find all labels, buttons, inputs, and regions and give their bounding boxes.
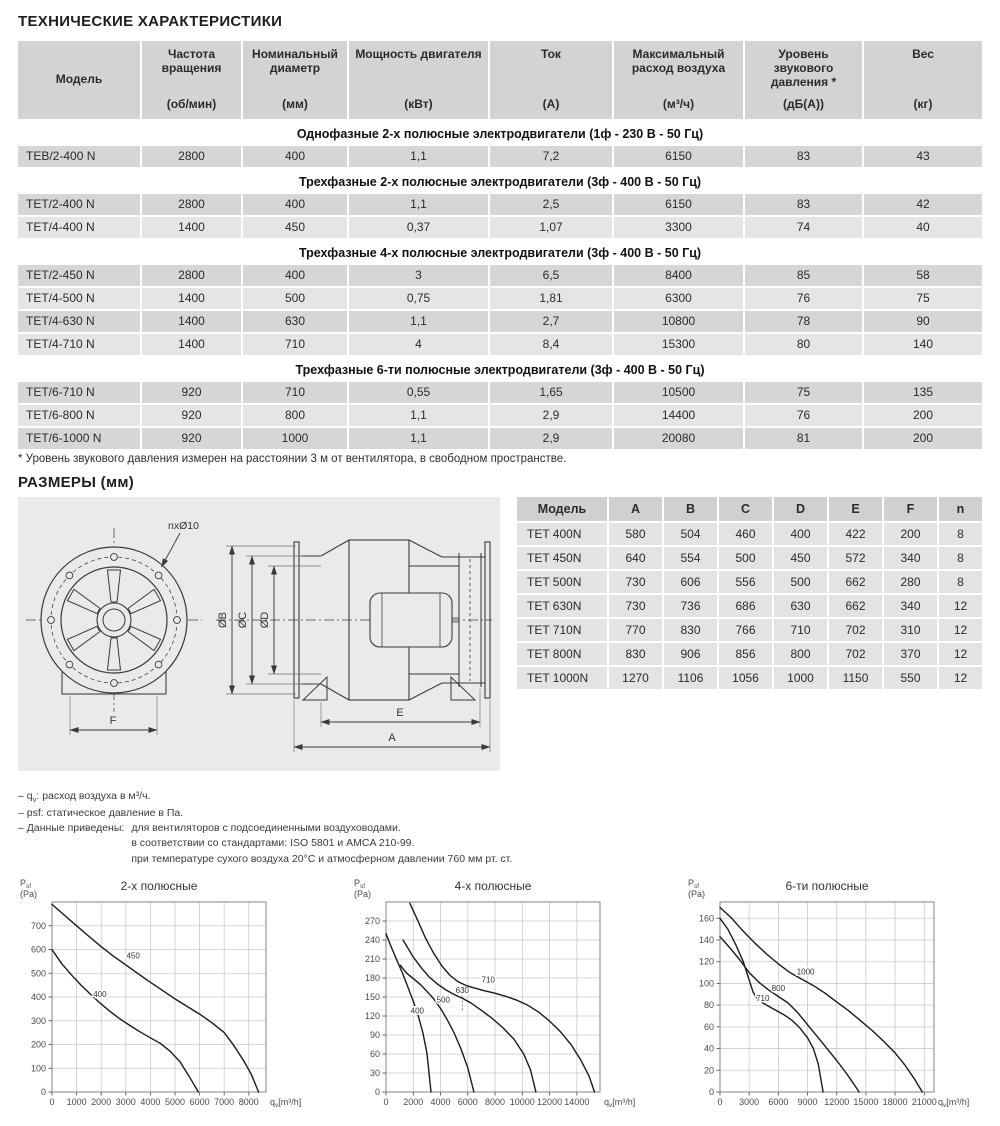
spec-value-cell: 1,07 — [490, 217, 612, 238]
svg-text:Psf: $P_{sf}$ — [354, 877, 366, 890]
dim-value-cell: 686 — [719, 595, 772, 617]
page-title: ТЕХНИЧЕСКИЕ ХАРАКТЕРИСТИКИ — [18, 13, 283, 30]
svg-text:8000: 8000 — [485, 1096, 506, 1107]
spec-value-cell: 2,7 — [490, 311, 612, 332]
curve-label-1000: 1000 — [796, 967, 815, 977]
dim-value-cell: 856 — [719, 643, 772, 665]
chart-title: 6-ти полюсные — [785, 878, 869, 893]
spec-value-cell: 4 — [349, 334, 488, 355]
performance-chart-1 — [10, 875, 322, 1126]
spec-value-cell: 200 — [864, 428, 982, 449]
spec-col-unit: (кВт) — [404, 97, 433, 112]
dim-value-cell: 830 — [664, 619, 717, 641]
spec-value-cell: 6300 — [614, 288, 743, 309]
spec-value-cell: 1,1 — [349, 428, 488, 449]
curve-label-500: 500 — [436, 995, 450, 1005]
spec-value-cell: 7,2 — [490, 146, 612, 167]
spec-value-cell: 0,37 — [349, 217, 488, 238]
svg-text:0: 0 — [708, 1086, 714, 1097]
spec-value-cell: 10500 — [614, 382, 743, 403]
dim-value-cell: 730 — [609, 571, 662, 593]
spec-value-cell: 42 — [864, 194, 982, 215]
note-continuation-line: при температуре сухого воздуха 20°C и атмосферном давлении 760 мм рт. ст. — [131, 852, 513, 865]
svg-text:100: 100 — [30, 1063, 46, 1074]
svg-text:(Pa): (Pa) — [20, 888, 38, 899]
spec-value-cell: 710 — [243, 334, 347, 355]
chart-title: 2-х полюсные — [120, 878, 198, 893]
spec-col-header — [614, 41, 743, 119]
svg-text:0: 0 — [374, 1086, 380, 1097]
dim-value-cell: 200 — [884, 523, 937, 545]
dim-value-cell: 572 — [829, 547, 882, 569]
dim-value-cell: 554 — [664, 547, 717, 569]
dim-value-cell: 310 — [884, 619, 937, 641]
dim-value-cell: 550 — [884, 667, 937, 689]
spec-value-cell: 1,81 — [490, 288, 612, 309]
bolt-holes-label: nxØ10 — [168, 520, 199, 532]
spec-value-cell: 58 — [864, 265, 982, 286]
svg-text:Psf: $P_{sf}$ — [688, 877, 700, 890]
svg-text:30: 30 — [369, 1067, 380, 1078]
chart-title: 4-х полюсные — [454, 878, 532, 893]
spec-value-cell: 1,1 — [349, 405, 488, 426]
spec-col-name: Вес — [912, 47, 934, 61]
spec-value-cell: 400 — [243, 194, 347, 215]
dim-value-cell: 1106 — [664, 667, 717, 689]
dim-value-cell: 12 — [939, 643, 982, 665]
dim-value-cell: 800 — [774, 643, 827, 665]
dim-value-cell: 556 — [719, 571, 772, 593]
dia-d-label: ØD — [259, 611, 271, 629]
dimensions-table — [517, 497, 982, 689]
spec-value-cell: 6150 — [614, 146, 743, 167]
spec-col-header — [864, 41, 982, 119]
dim-value-cell: 1056 — [719, 667, 772, 689]
dim-value-cell: 8 — [939, 547, 982, 569]
spec-col-name: Номинальный диаметр — [252, 47, 338, 75]
spec-col-name: Мощность двигателя — [355, 47, 482, 61]
spec-model-cell: TET/4-710 N — [18, 334, 140, 355]
spec-value-cell: 1,1 — [349, 146, 488, 167]
spec-value-cell: 15300 — [614, 334, 743, 355]
spec-col-unit: (кг) — [913, 97, 933, 112]
dim-col-header: D — [774, 497, 827, 521]
svg-text:2000: 2000 — [91, 1096, 112, 1107]
svg-text:0: 0 — [383, 1096, 389, 1107]
dim-value-cell: 710 — [774, 619, 827, 641]
spec-value-cell: 14400 — [614, 405, 743, 426]
curve-label-400: 400 — [93, 989, 107, 999]
svg-text:4000: 4000 — [140, 1096, 161, 1107]
svg-text:40: 40 — [703, 1043, 714, 1054]
spec-value-cell: 1400 — [142, 217, 241, 238]
curve-400 — [386, 934, 431, 1092]
svg-text:160: 160 — [698, 913, 714, 924]
svg-text:9000: 9000 — [797, 1096, 818, 1107]
dim-col-header: F — [884, 497, 937, 521]
svg-text:qv[m³/h]: $q_v[m^3/h]$ — [604, 1096, 636, 1109]
dim-value-cell: 702 — [829, 619, 882, 641]
curve-label-800: 800 — [771, 983, 786, 993]
dim-value-cell: 500 — [719, 547, 772, 569]
spec-value-cell: 500 — [243, 288, 347, 309]
dim-col-header: A — [609, 497, 662, 521]
dim-value-cell: 340 — [884, 595, 937, 617]
spec-col-name: Максимальный расход воздуха — [631, 47, 726, 75]
svg-text:5000: 5000 — [164, 1096, 186, 1107]
svg-text:18000: 18000 — [882, 1096, 908, 1107]
spec-section-header: Однофазные 2-х полюсные электродвигатели (1ф - 230 В - 50 Гц) — [18, 121, 982, 144]
spec-col-unit: (мм) — [282, 97, 308, 112]
dim-a-label: A — [388, 732, 396, 744]
curve-label-450: 450 — [126, 951, 140, 961]
spec-model-cell: TET/4-500 N — [18, 288, 140, 309]
performance-chart-3 — [678, 875, 990, 1126]
spec-section-header: Трехфазные 4-х полюсные электродвигатели (3ф - 400 В - 50 Гц) — [18, 240, 982, 263]
spec-value-cell: 200 — [864, 405, 982, 426]
svg-text:200: 200 — [30, 1039, 46, 1050]
spec-model-cell: TEB/2-400 N — [18, 146, 140, 167]
dim-value-cell: 12 — [939, 595, 982, 617]
spec-col-header — [745, 41, 862, 119]
dim-value-cell: 640 — [609, 547, 662, 569]
spec-value-cell: 710 — [243, 382, 347, 403]
spec-col-unit: (об/мин) — [166, 97, 217, 112]
note-line: – Данные приведены: для вентиляторов с подсоединенными воздуховодами. в соответствии со стандартами: ISO 5801 и AMCA 210-99. при температуре сухого воздуха 20°C и атмосферном давлении 760 мм рт. ст. — [18, 821, 1000, 867]
svg-text:240: 240 — [364, 934, 380, 945]
note-continuation-line: для вентиляторов с подсоединенными воздуховодами. — [131, 822, 401, 835]
curve-label-710: 710 — [756, 993, 770, 1003]
dim-value-cell: 1270 — [609, 667, 662, 689]
dim-value-cell: 422 — [829, 523, 882, 545]
dim-col-header: E — [829, 497, 882, 521]
spec-col-unit: (м³/ч) — [662, 97, 695, 112]
spec-section-header: Трехфазные 2-х полюсные электродвигатели (3ф - 400 В - 50 Гц) — [18, 169, 982, 192]
svg-text:300: 300 — [30, 1015, 46, 1026]
spec-value-cell: 6150 — [614, 194, 743, 215]
spec-col-name: Модель — [55, 72, 103, 87]
spec-value-cell: 450 — [243, 217, 347, 238]
spec-value-cell: 400 — [243, 265, 347, 286]
svg-text:100: 100 — [698, 978, 714, 989]
svg-text:8000: 8000 — [238, 1096, 259, 1107]
dim-value-cell: 770 — [609, 619, 662, 641]
dim-value-cell: 702 — [829, 643, 882, 665]
spec-model-cell: TET/4-400 N — [18, 217, 140, 238]
dim-value-cell: 12 — [939, 667, 982, 689]
dim-model-cell: TET 450N — [517, 547, 607, 569]
spec-value-cell: 76 — [745, 288, 862, 309]
spec-value-cell: 920 — [142, 405, 241, 426]
curve-1000 — [720, 907, 922, 1092]
svg-text:12000: 12000 — [537, 1096, 563, 1107]
fan-drawing-svg — [18, 497, 500, 771]
svg-text:0: 0 — [40, 1086, 46, 1097]
svg-text:700: 700 — [30, 920, 46, 931]
dim-value-cell: 606 — [664, 571, 717, 593]
svg-text:120: 120 — [698, 956, 714, 967]
dim-value-cell: 1000 — [774, 667, 827, 689]
dim-value-cell: 340 — [884, 547, 937, 569]
svg-text:6000: 6000 — [189, 1096, 210, 1107]
spec-value-cell: 83 — [745, 146, 862, 167]
dim-value-cell: 830 — [609, 643, 662, 665]
spec-value-cell: 135 — [864, 382, 982, 403]
fan-technical-drawing — [18, 497, 500, 771]
spec-value-cell: 74 — [745, 217, 862, 238]
dim-value-cell: 766 — [719, 619, 772, 641]
svg-text:140: 140 — [698, 934, 714, 945]
dim-col-header: B — [664, 497, 717, 521]
svg-text:60: 60 — [369, 1048, 380, 1059]
svg-text:90: 90 — [369, 1029, 380, 1040]
spec-value-cell: 75 — [864, 288, 982, 309]
dim-value-cell: 12 — [939, 619, 982, 641]
spec-col-header — [349, 41, 488, 119]
dim-value-cell: 8 — [939, 523, 982, 545]
dim-model-cell: TET 800N — [517, 643, 607, 665]
spec-col-name: Уровень звукового давления * — [770, 47, 837, 89]
svg-text:6000: 6000 — [768, 1096, 789, 1107]
spec-value-cell: 81 — [745, 428, 862, 449]
dim-value-cell: 500 — [774, 571, 827, 593]
dimensions-title: РАЗМЕРЫ (мм) — [18, 474, 135, 491]
spec-value-cell: 43 — [864, 146, 982, 167]
svg-text:14000: 14000 — [564, 1096, 590, 1107]
spec-value-cell: 1400 — [142, 288, 241, 309]
svg-text:2000: 2000 — [403, 1096, 424, 1107]
spec-value-cell: 2,5 — [490, 194, 612, 215]
svg-text:6000: 6000 — [457, 1096, 478, 1107]
dim-model-cell: TET 400N — [517, 523, 607, 545]
dim-model-cell: TET 630N — [517, 595, 607, 617]
spec-section-header: Трехфазные 6-ти полюсные электродвигатели (3ф - 400 В - 50 Гц) — [18, 357, 982, 380]
spec-value-cell: 2,9 — [490, 428, 612, 449]
svg-text:4000: 4000 — [430, 1096, 451, 1107]
spec-value-cell: 920 — [142, 382, 241, 403]
spec-value-cell: 3300 — [614, 217, 743, 238]
svg-text:qv[m³/h]: $q_v[m^3/h]$ — [270, 1096, 302, 1109]
spec-value-cell: 40 — [864, 217, 982, 238]
spec-value-cell: 920 — [142, 428, 241, 449]
dim-value-cell: 662 — [829, 595, 882, 617]
spec-value-cell: 2800 — [142, 265, 241, 286]
curve-450 — [52, 904, 259, 1092]
dim-value-cell: 504 — [664, 523, 717, 545]
spec-value-cell: 1,1 — [349, 311, 488, 332]
spec-value-cell: 8,4 — [490, 334, 612, 355]
svg-text:Psf: $P_{sf}$ — [20, 877, 32, 890]
dia-b-label: ØB — [217, 612, 229, 628]
dim-f-label: F — [109, 715, 117, 727]
svg-text:7000: 7000 — [214, 1096, 235, 1107]
dim-e-label: E — [396, 707, 404, 719]
spec-value-cell: 800 — [243, 405, 347, 426]
dim-value-cell: 450 — [774, 547, 827, 569]
spec-value-cell: 1,1 — [349, 194, 488, 215]
dim-model-cell: TET 710N — [517, 619, 607, 641]
dim-value-cell: 736 — [664, 595, 717, 617]
spec-value-cell: 400 — [243, 146, 347, 167]
spec-col-name: Ток — [541, 47, 561, 61]
spec-value-cell: 2,9 — [490, 405, 612, 426]
spec-col-unit: (дБ(А)) — [783, 97, 824, 112]
spec-value-cell: 1000 — [243, 428, 347, 449]
svg-text:20: 20 — [703, 1065, 714, 1076]
spec-value-cell: 2800 — [142, 146, 241, 167]
dim-value-cell: 630 — [774, 595, 827, 617]
spec-model-cell: TET/6-800 N — [18, 405, 140, 426]
spec-footnote: * Уровень звукового давления измерен на расстоянии 3 м от вентилятора, в свободном пространстве. — [18, 453, 567, 465]
svg-text:210: 210 — [364, 953, 380, 964]
spec-value-cell: 75 — [745, 382, 862, 403]
svg-text:(Pa): (Pa) — [354, 888, 372, 899]
dim-value-cell: 8 — [939, 571, 982, 593]
svg-text:80: 80 — [703, 999, 714, 1010]
spec-value-cell: 90 — [864, 311, 982, 332]
svg-text:0: 0 — [49, 1096, 55, 1107]
svg-text:400: 400 — [30, 991, 46, 1002]
spec-col-unit: (А) — [542, 97, 560, 112]
spec-value-cell: 8400 — [614, 265, 743, 286]
dimensions-section — [18, 497, 982, 771]
spec-value-cell: 0,55 — [349, 382, 488, 403]
dia-c-label: ØC — [237, 611, 249, 629]
dim-col-header: C — [719, 497, 772, 521]
spec-col-header — [18, 41, 140, 119]
spec-col-header — [142, 41, 241, 119]
svg-text:120: 120 — [364, 1010, 380, 1021]
dim-value-cell: 400 — [774, 523, 827, 545]
curve-label-400: 400 — [410, 1006, 425, 1016]
spec-model-cell: TET/6-1000 N — [18, 428, 140, 449]
spec-value-cell: 78 — [745, 311, 862, 332]
spec-value-cell: 140 — [864, 334, 982, 355]
note-continuations — [131, 821, 512, 867]
spec-col-header — [490, 41, 612, 119]
spec-model-cell: TET/2-450 N — [18, 265, 140, 286]
spec-table — [18, 41, 982, 449]
dim-value-cell: 662 — [829, 571, 882, 593]
dim-value-cell: 906 — [664, 643, 717, 665]
performance-charts — [10, 875, 990, 1126]
curve-label-630: 630 — [455, 986, 470, 996]
dim-value-cell: 580 — [609, 523, 662, 545]
note-continuation-line: в соответствии со стандартами: ISO 5801 и AMCA 210-99. — [131, 837, 415, 850]
spec-model-cell: TET/2-400 N — [18, 194, 140, 215]
dim-col-header: Модель — [517, 497, 607, 521]
svg-text:21000: 21000 — [911, 1096, 937, 1107]
svg-text:10000: 10000 — [509, 1096, 535, 1107]
spec-value-cell: 1,65 — [490, 382, 612, 403]
spec-value-cell: 20080 — [614, 428, 743, 449]
dim-model-cell: TET 1000N — [517, 667, 607, 689]
spec-value-cell: 3 — [349, 265, 488, 286]
spec-value-cell: 10800 — [614, 311, 743, 332]
note-line: – $q_v$: расход воздуха в м³/ч. — [18, 790, 151, 805]
spec-col-header — [243, 41, 347, 119]
svg-text:60: 60 — [703, 1021, 714, 1032]
spec-value-cell: 6,5 — [490, 265, 612, 286]
svg-text:270: 270 — [364, 915, 380, 926]
svg-text:1000: 1000 — [66, 1096, 87, 1107]
svg-text:qv[m³/h]: $q_v[m^3/h]$ — [938, 1096, 970, 1109]
svg-text:3000: 3000 — [115, 1096, 136, 1107]
svg-text:500: 500 — [30, 968, 46, 979]
dim-value-cell: 280 — [884, 571, 937, 593]
dim-value-cell: 370 — [884, 643, 937, 665]
spec-value-cell: 0,75 — [349, 288, 488, 309]
note-line: – psf: статическое давление в Па. — [18, 806, 184, 819]
svg-text:180: 180 — [364, 972, 380, 983]
performance-chart-2 — [344, 875, 656, 1126]
dim-value-cell: 460 — [719, 523, 772, 545]
spec-model-cell: TET/6-710 N — [18, 382, 140, 403]
svg-text:3000: 3000 — [739, 1096, 760, 1107]
spec-value-cell: 76 — [745, 405, 862, 426]
spec-model-cell: TET/4-630 N — [18, 311, 140, 332]
svg-text:0: 0 — [717, 1096, 723, 1107]
curve-label-710: 710 — [481, 975, 495, 985]
spec-value-cell: 2800 — [142, 194, 241, 215]
spec-value-cell: 1400 — [142, 311, 241, 332]
spec-col-name: Частота вращения — [161, 47, 222, 75]
dim-col-header: n — [939, 497, 982, 521]
svg-text:15000: 15000 — [853, 1096, 879, 1107]
spec-value-cell: 80 — [745, 334, 862, 355]
spec-value-cell: 85 — [745, 265, 862, 286]
dim-value-cell: 730 — [609, 595, 662, 617]
svg-text:12000: 12000 — [824, 1096, 850, 1107]
notes — [18, 789, 1000, 867]
spec-value-cell: 83 — [745, 194, 862, 215]
svg-text:600: 600 — [30, 944, 46, 955]
spec-value-cell: 630 — [243, 311, 347, 332]
curve-800 — [720, 937, 859, 1092]
svg-text:(Pa): (Pa) — [688, 888, 706, 899]
dim-model-cell: TET 500N — [517, 571, 607, 593]
svg-text:150: 150 — [364, 991, 380, 1002]
spec-value-cell: 1400 — [142, 334, 241, 355]
dim-value-cell: 1150 — [829, 667, 882, 689]
